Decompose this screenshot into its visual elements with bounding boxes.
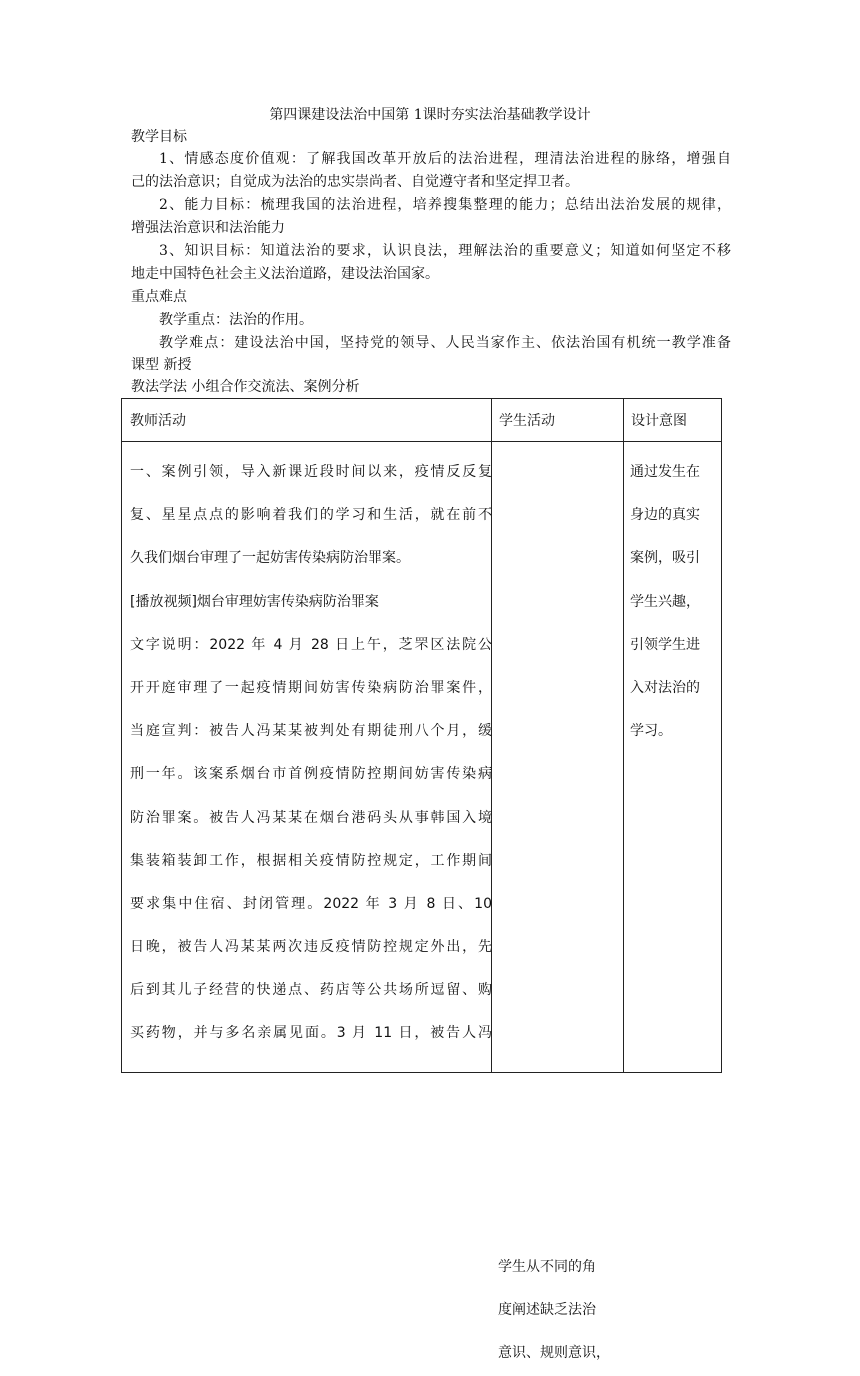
teacher-line: 一、案例引领，导入新课近段时间以来，疫情反反复 (130, 464, 492, 480)
document-title: 第四课建设法治中国第 1课时夯实法治基础教学设计 (269, 107, 591, 123)
teacher-line: 后到其儿子经营的快递点、药店等公共场所逗留、购 (130, 982, 492, 999)
objective-line-6: 地走中国特色社会主义法治道路，建设法治国家。 (131, 266, 439, 282)
header-divider (122, 441, 721, 442)
student-activity-cell (498, 1246, 622, 1376)
objective-line-5: 3、知识目标：知道法治的要求，认识良法，理解法治的重要意义；知道如何坚定不移 (159, 243, 731, 259)
section-heading-key-points: 重点难点 (131, 289, 187, 305)
lesson-type-text: 课型 新授 (131, 357, 192, 373)
objective-line-3: 2、能力目标：梳理我国的法治进程，培养搜集整理的能力；总结出法治发展的规律， (159, 197, 731, 213)
header-student-activity: 学生活动 (499, 413, 555, 429)
header-design-intent: 设计意图 (631, 413, 687, 429)
teacher-line: 复、星星点点的影响着我们的学习和生活，就在前不 (130, 507, 492, 524)
design-line: 学生兴趣， (630, 593, 700, 610)
teacher-line: 刑一年。该案系烟台市首例疫情防控期间妨害传染病 (130, 766, 492, 783)
objective-line-1: 1、情感态度价值观：了解我国改革开放后的法治进程，理清法治进程的脉络，增强自 (159, 151, 731, 167)
teacher-line: 日晚，被告人冯某某两次违反疫情防控规定外出，先 (130, 939, 492, 956)
teacher-line: 要求集中住宿、封闭管理。2022 年 3 月 8 日、10 (130, 895, 492, 912)
teacher-line: [播放视频]烟台审理妨害传染病防治罪案 (130, 593, 379, 610)
teacher-line: 买药物，并与多名亲属见面。3 月 11 日，被告人冯 (130, 1025, 492, 1042)
header-teacher-activity: 教师活动 (130, 413, 186, 429)
difficulty-text: 教学难点：建设法治中国，坚持党的领导、人民当家作主、依法治国有机统一教学准备 (159, 335, 731, 351)
teacher-line: 开开庭审理了一起疫情期间妨害传染病防治罪案件， (130, 679, 492, 696)
teacher-line: 集装箱装卸工作，根据相关疫情防控规定，工作期间 (130, 852, 492, 869)
key-point-text: 教学重点：法治的作用。 (159, 312, 313, 328)
teacher-line: 久我们烟台审理了一起妨害传染病防治罪案。 (130, 550, 410, 567)
teacher-line: 当庭宣判：被告人冯某某被判处有期徒刑八个月，缓 (130, 723, 492, 740)
student-line: 学生从不同的角 (498, 1259, 596, 1275)
lesson-activity-table (121, 398, 722, 1362)
student-line: 度阐述缺乏法治 (498, 1302, 596, 1319)
student-line: 意识、规则意识， (498, 1345, 610, 1362)
teacher-activity-cell (130, 451, 492, 1056)
design-line: 案例，吸引 (630, 550, 700, 567)
teacher-line: 文字说明：2022 年 4 月 28 日上午，芝罘区法院公 (130, 636, 492, 653)
design-intent-cell (630, 451, 718, 753)
section-heading-objectives: 教学目标 (131, 129, 187, 145)
design-line: 通过发生在 (630, 464, 700, 480)
design-line: 学习。 (630, 723, 672, 740)
design-line: 引领学生进 (630, 636, 700, 653)
method-text: 教法学法 小组合作交流法、案例分析 (131, 379, 360, 395)
column-divider (623, 399, 624, 1072)
teacher-line: 防治罪案。被告人冯某某在烟台港码头从事韩国入境 (130, 809, 492, 826)
objective-line-2: 己的法治意识；自觉成为法治的忠实崇尚者、自觉遵守者和坚定捍卫者。 (131, 174, 579, 190)
design-line: 身边的真实 (630, 507, 700, 524)
objective-line-4: 增强法治意识和法治能力 (131, 220, 285, 236)
design-line: 入对法治的 (630, 679, 700, 696)
